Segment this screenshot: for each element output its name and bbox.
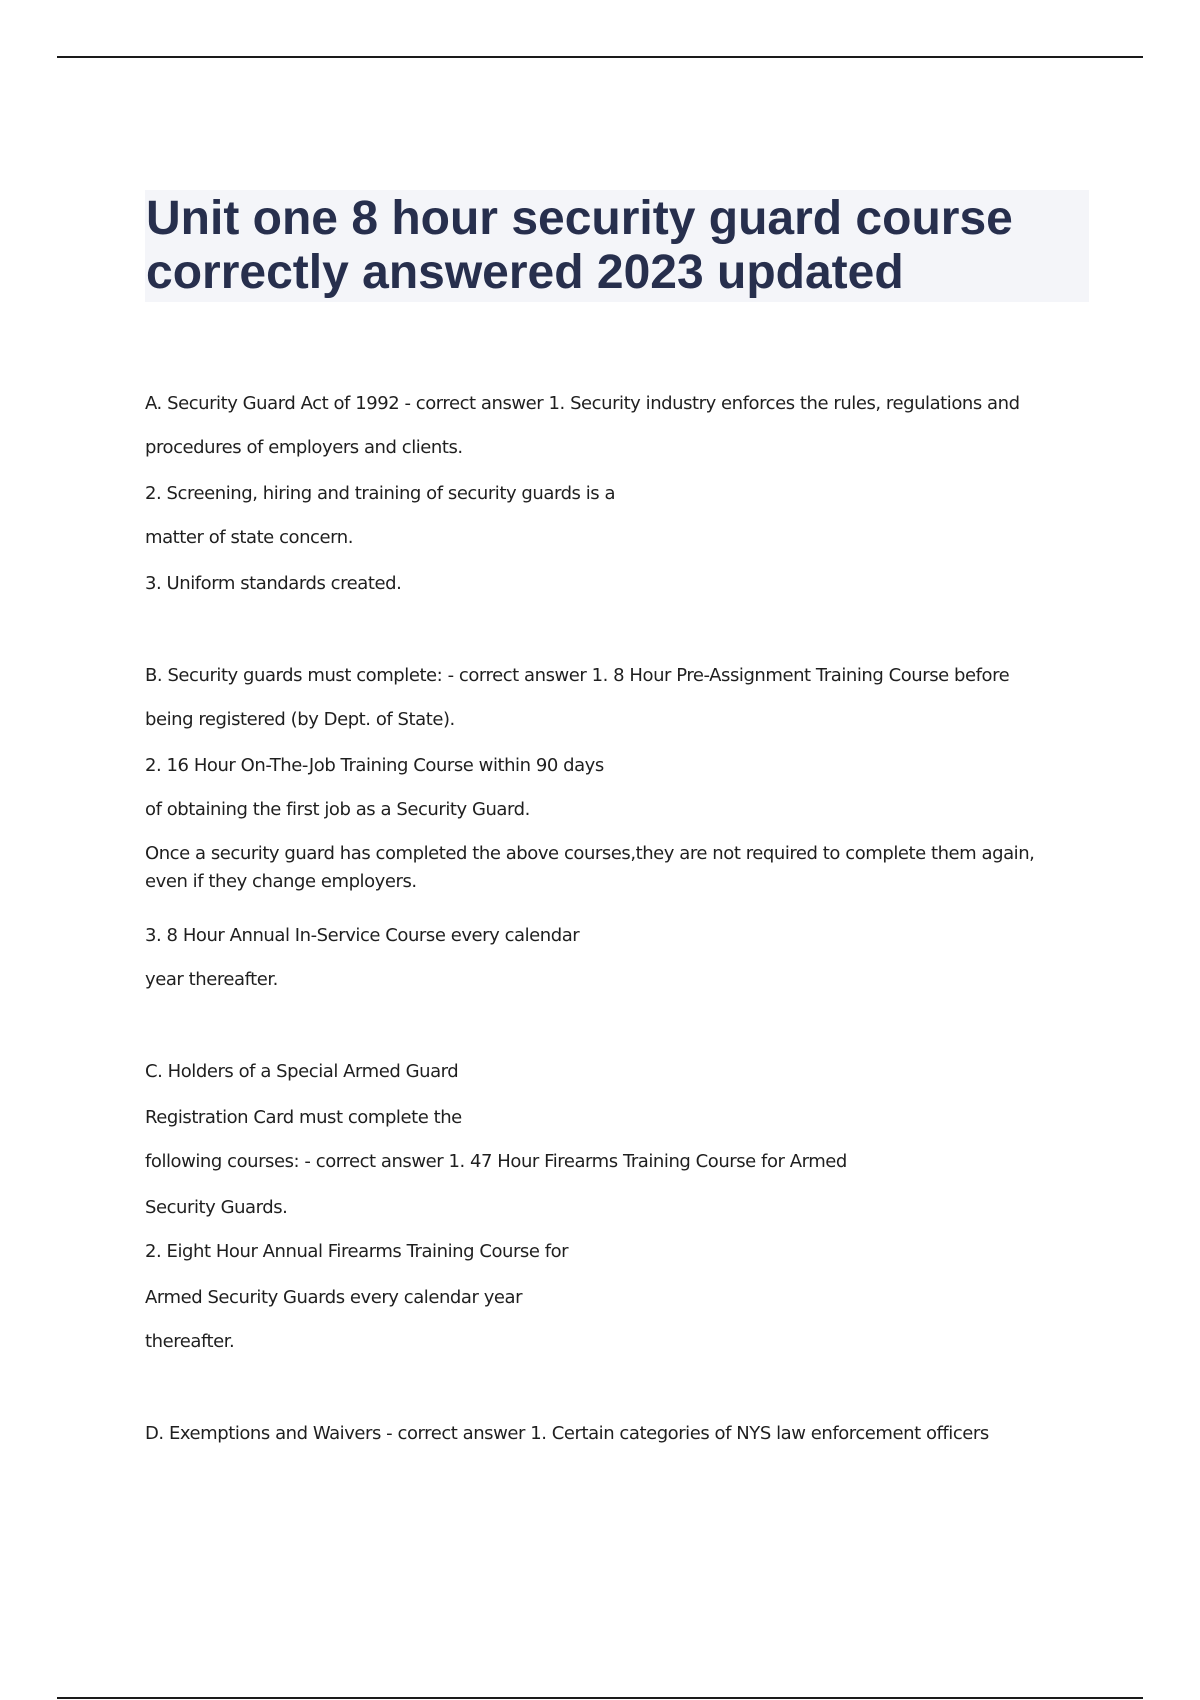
text-line: A. Security Guard Act of 1992 - correct answer 1. Security industry enforces the rules, regulations and (145, 393, 1020, 414)
text-line: Armed Security Guards every calendar year (145, 1287, 523, 1308)
text-line: 3. 8 Hour Annual In-Service Course every calendar (145, 925, 580, 946)
text-line: procedures of employers and clients. (145, 437, 463, 458)
text-line: 2. Screening, hiring and training of security guards is a (145, 483, 616, 504)
text-line: being registered (by Dept. of State). (145, 709, 455, 730)
top-rule (57, 56, 1143, 58)
text-line: following courses: - correct answer 1. 47 Hour Firearms Training Course for Armed (145, 1151, 847, 1172)
text-paragraph: Once a security guard has completed the above courses,they are not required to complete them again, even if they change employers. (145, 843, 1035, 892)
text-line: 2. Eight Hour Annual Firearms Training Course for (145, 1241, 569, 1262)
text-line: Security Guards. (145, 1197, 288, 1218)
text-line: matter of state concern. (145, 527, 353, 548)
document-title: Unit one 8 hour security guard course correctly answered 2023 updated (146, 192, 1013, 299)
bottom-rule (57, 1697, 1143, 1699)
text-line: 2. 16 Hour On-The-Job Training Course within 90 days (145, 755, 604, 776)
text-line: D. Exemptions and Waivers - correct answer 1. Certain categories of NYS law enforcement officers (145, 1423, 989, 1444)
text-line: C. Holders of a Special Armed Guard (145, 1061, 459, 1082)
text-line: year thereafter. (145, 969, 278, 990)
text-line: Registration Card must complete the (145, 1107, 462, 1128)
text-line: 3. Uniform standards created. (145, 573, 402, 594)
text-line: B. Security guards must complete: - correct answer 1. 8 Hour Pre-Assignment Training Course before (145, 665, 1010, 686)
text-line: of obtaining the first job as a Security Guard. (145, 799, 530, 820)
text-line: thereafter. (145, 1331, 235, 1352)
